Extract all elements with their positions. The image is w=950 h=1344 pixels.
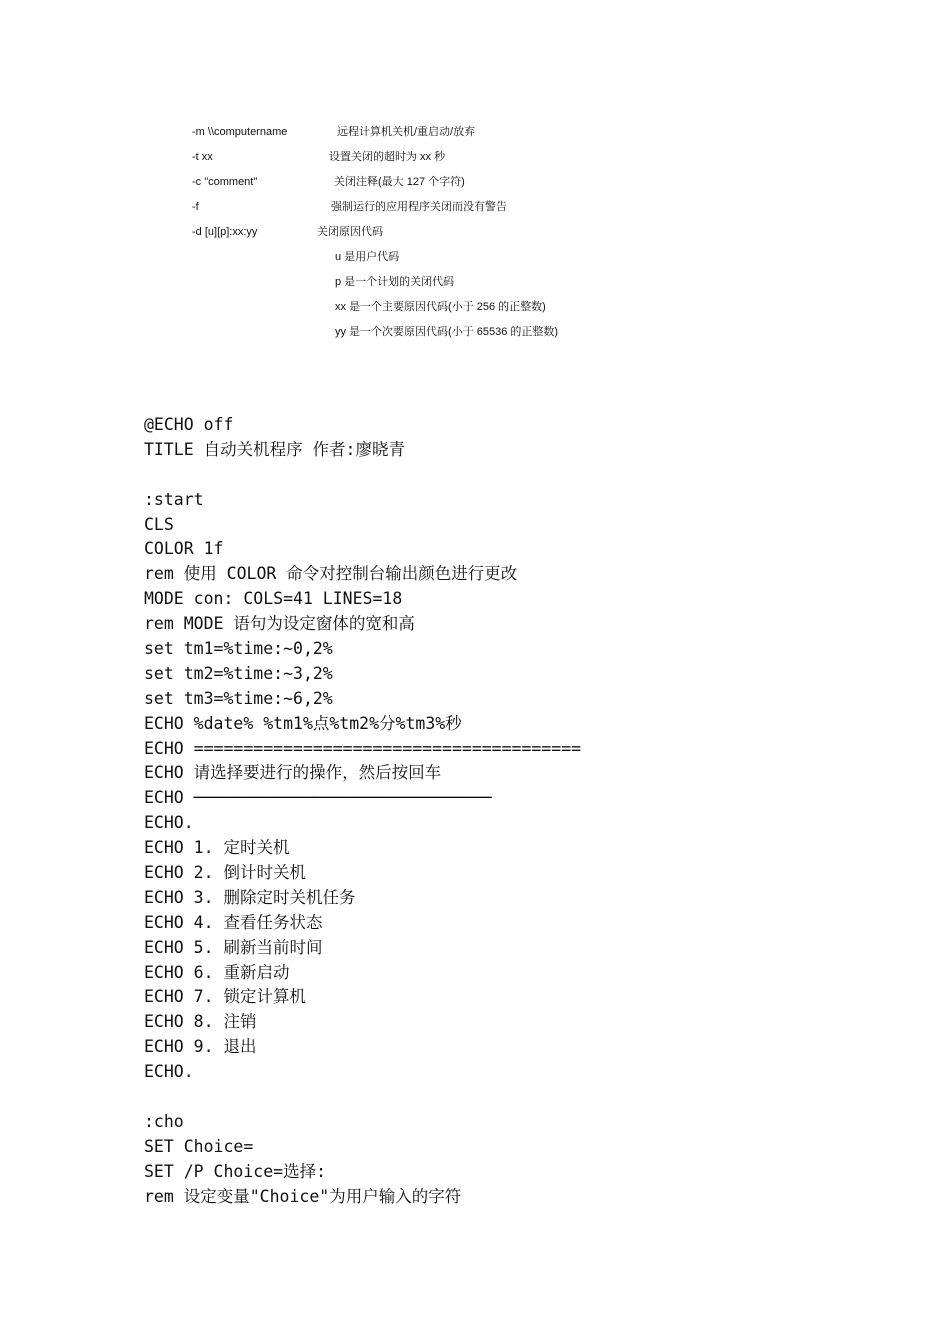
option-flag-force: -f [192, 201, 199, 213]
reason-code-u: u 是用户代码 [335, 251, 400, 263]
option-desc-computername: 远程计算机关机/重启动/放弃 [337, 126, 476, 138]
code-line: :start [144, 489, 204, 509]
code-line: ECHO 8. 注销 [144, 1012, 257, 1032]
code-line: ECHO. [144, 1062, 194, 1082]
code-line: ECHO 请选择要进行的操作，然后按回车 [144, 763, 442, 783]
option-flag-reason: -d [u][p]:xx:yy [192, 226, 258, 238]
code-line: @ECHO off [144, 415, 234, 434]
code-line [144, 1085, 581, 1110]
code-line: ECHO ────────────────────────────── [144, 788, 492, 808]
code-line: rem 使用 COLOR 命令对控制台输出颜色进行更改 [144, 564, 518, 584]
code-line: ECHO 4. 查看任务状态 [144, 912, 323, 932]
reason-code-xx: xx 是一个主要原因代码(小于 256 的正整数) [335, 301, 546, 313]
option-desc-reason: 关闭原因代码 [317, 226, 383, 238]
code-line: ECHO 1. 定时关机 [144, 838, 290, 858]
option-flag-comment: -c "comment" [192, 176, 258, 188]
code-line: SET /P Choice=选择: [144, 1161, 327, 1181]
code-line: CLS [144, 514, 174, 534]
option-desc-force: 强制运行的应用程序关闭而没有警告 [331, 201, 507, 213]
code-line: ECHO 9. 退出 [144, 1037, 257, 1057]
code-line: ECHO 5. 刷新当前时间 [144, 937, 323, 957]
code-line: MODE con: COLS=41 LINES=18 [144, 589, 403, 609]
code-line: ECHO %date% %tm1%点%tm2%分%tm3%秒 [144, 713, 462, 733]
reason-code-p: p 是一个计划的关闭代码 [335, 276, 455, 288]
code-line: ECHO 2. 倒计时关机 [144, 863, 306, 883]
code-line: ECHO 7. 锁定计算机 [144, 987, 306, 1007]
code-line: rem MODE 语句为设定窗体的宽和高 [144, 614, 415, 634]
code-line: ECHO ======================================= [144, 738, 582, 758]
batch-script-code [144, 413, 581, 1210]
code-line [144, 463, 581, 488]
code-line: COLOR 1f [144, 539, 224, 559]
code-line: ECHO 6. 重新启动 [144, 962, 290, 982]
code-line: TITLE 自动关机程序 作者:廖晓青 [144, 439, 405, 459]
option-flag-timeout: -t xx [192, 151, 213, 163]
code-line: rem 设定变量"Choice"为用户输入的字符 [144, 1186, 462, 1206]
code-line: set tm2=%time:~3,2% [144, 663, 333, 683]
option-flag-computername: -m \\computername [192, 126, 288, 138]
code-line: set tm1=%time:~0,2% [144, 639, 333, 659]
reason-code-yy: yy 是一个次要原因代码(小于 65536 的正整数) [335, 326, 559, 338]
code-line: ECHO. [144, 813, 194, 833]
code-line: ECHO 3. 删除定时关机任务 [144, 887, 356, 907]
code-line: SET Choice= [144, 1136, 254, 1156]
option-desc-comment: 关闭注释(最大 127 个字符) [334, 176, 465, 188]
code-line: :cho [144, 1111, 184, 1131]
code-line: set tm3=%time:~6,2% [144, 688, 333, 708]
option-desc-timeout: 设置关闭的超时为 xx 秒 [329, 151, 446, 163]
